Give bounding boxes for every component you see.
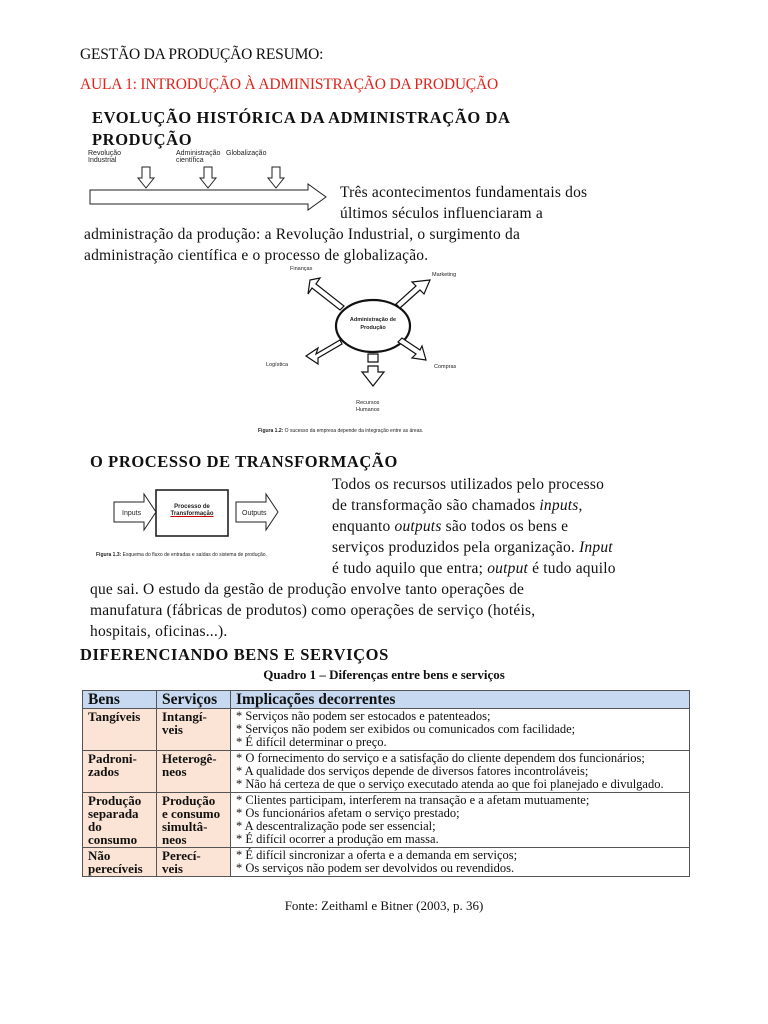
label-outputs: Outputs — [242, 510, 267, 517]
para-transform-l7: manufatura (fábricas de produtos) como operações de serviço (hotéis, — [90, 602, 536, 619]
para-transform-l8: hospitais, oficinas...). — [90, 623, 228, 640]
cell-bens: Não perecíveis — [83, 848, 157, 877]
section-heading-evolution-l2: PRODUÇÃO — [92, 130, 193, 149]
cell-servicos: Intangí- veis — [157, 709, 231, 751]
table-header-row — [83, 691, 690, 709]
timeline-label-revolution: Revolução Industrial — [88, 150, 122, 164]
label-process: Processo de Transformação — [170, 504, 214, 517]
cell-servicos: Heterogê- neos — [157, 751, 231, 793]
para-transform-l4: serviços produzidos pela organização. Input — [332, 539, 613, 556]
cell-servicos: Perecí- veis — [157, 848, 231, 877]
document-title: GESTÃO DA PRODUÇÃO RESUMO: — [80, 46, 324, 63]
section-heading-evolution: EVOLUÇÃO HISTÓRICA DA ADMINISTRAÇÃO DA — [92, 108, 511, 127]
diagram-label-marketing: Marketing — [432, 272, 457, 278]
timeline-figure — [88, 150, 338, 214]
para-transform-l6: que sai. O estudo da gestão de produção envolve tanto operações de — [90, 581, 525, 598]
cell-bens: Padroni- zados — [83, 751, 157, 793]
para-evolution-l3: administração da produção: a Revolução Industrial, o surgimento da — [84, 226, 521, 243]
lesson-title: AULA 1: INTRODUÇÃO À ADMINISTRAÇÃO DA PRODUÇÃO — [80, 76, 498, 93]
cell-implicacoes: * Clientes participam, interferem na transação e a afetam mutuamente; * Os funcionários afetam o serviço prestado; * A descentralização pode ser essencial; * É difícil ocorrer a produção em massa. — [231, 793, 690, 848]
functional-areas-figure — [258, 266, 468, 438]
table-row — [83, 793, 690, 848]
para-evolution-l4: administração científica e o processo de globalização. — [84, 247, 429, 264]
para-transform-l2: de transformação são chamados inputs, — [332, 497, 583, 514]
table-source: Fonte: Zeithaml e Bitner (2003, p. 36) — [284, 898, 484, 913]
header-implicacoes: Implicações decorrentes — [231, 691, 690, 709]
cell-implicacoes: * O fornecimento do serviço e a satisfação do cliente dependem dos funcionários; * A qualidade dos serviços depende de diversos fatores incontroláveis; * Não há certeza de que o serviço executado atenda ao que foi planejado e divulgado. — [231, 751, 690, 793]
cell-implicacoes: * É difícil sincronizar a oferta e a demanda em serviços; * Os serviços não podem ser devolvidos ou revendidos. — [231, 848, 690, 877]
para-evolution-l1: Três acontecimentos fundamentais dos — [340, 184, 588, 201]
timeline-label-globalization: Globalização — [226, 150, 267, 157]
para-transform-l5: é tudo aquilo que entra; output é tudo aquilo — [332, 560, 616, 577]
header-bens: Bens — [83, 691, 157, 709]
figure-1-2-caption: Figura 1.2: O sucesso da empresa depende da integração entre as áreas. — [258, 428, 424, 434]
diagram-center-label: Administração de Produção — [349, 317, 397, 331]
diagram-label-purchasing: Compras — [434, 364, 457, 370]
para-evolution-l2: últimos séculos influenciaram a — [340, 205, 543, 222]
figure-1-3-caption: Figura 1.3: Esquema do fluxo de entradas e saídas do sistema de produção. — [96, 552, 267, 558]
header-servicos: Serviços — [157, 691, 231, 709]
table-row — [83, 751, 690, 793]
cell-implicacoes: * Serviços não podem ser estocados e patenteados; * Serviços não podem ser exibidos ou comunicados com facilidade; * É difícil determinar o preço. — [231, 709, 690, 751]
para-transform-l3: enquanto outputs são todos os bens e — [332, 518, 569, 535]
diagram-label-finance: Finanças — [290, 266, 313, 272]
cell-bens: Produção separada do consumo — [83, 793, 157, 848]
table-row — [83, 709, 690, 751]
timeline-arrows — [88, 150, 338, 214]
section-heading-transformation: O PROCESSO DE TRANSFORMAÇÃO — [90, 452, 398, 471]
para-transform-l1: Todos os recursos utilizados pelo processo — [332, 476, 605, 493]
cell-servicos: Produção e consumo simultâ- neos — [157, 793, 231, 848]
goods-services-table — [82, 690, 690, 877]
diagram-label-hr: Recursos Humanos — [356, 400, 380, 413]
table-row — [83, 848, 690, 877]
diagram-label-logistics: Logística — [266, 362, 289, 368]
cell-bens: Tangíveis — [83, 709, 157, 751]
table-title: Quadro 1 – Diferenças entre bens e serviços — [263, 667, 505, 682]
section-heading-goods-services: DIFERENCIANDO BENS E SERVIÇOS — [80, 645, 389, 664]
label-inputs: Inputs — [122, 510, 142, 517]
timeline-label-scientific: Administração científica — [176, 150, 221, 164]
transformation-figure — [92, 474, 318, 564]
